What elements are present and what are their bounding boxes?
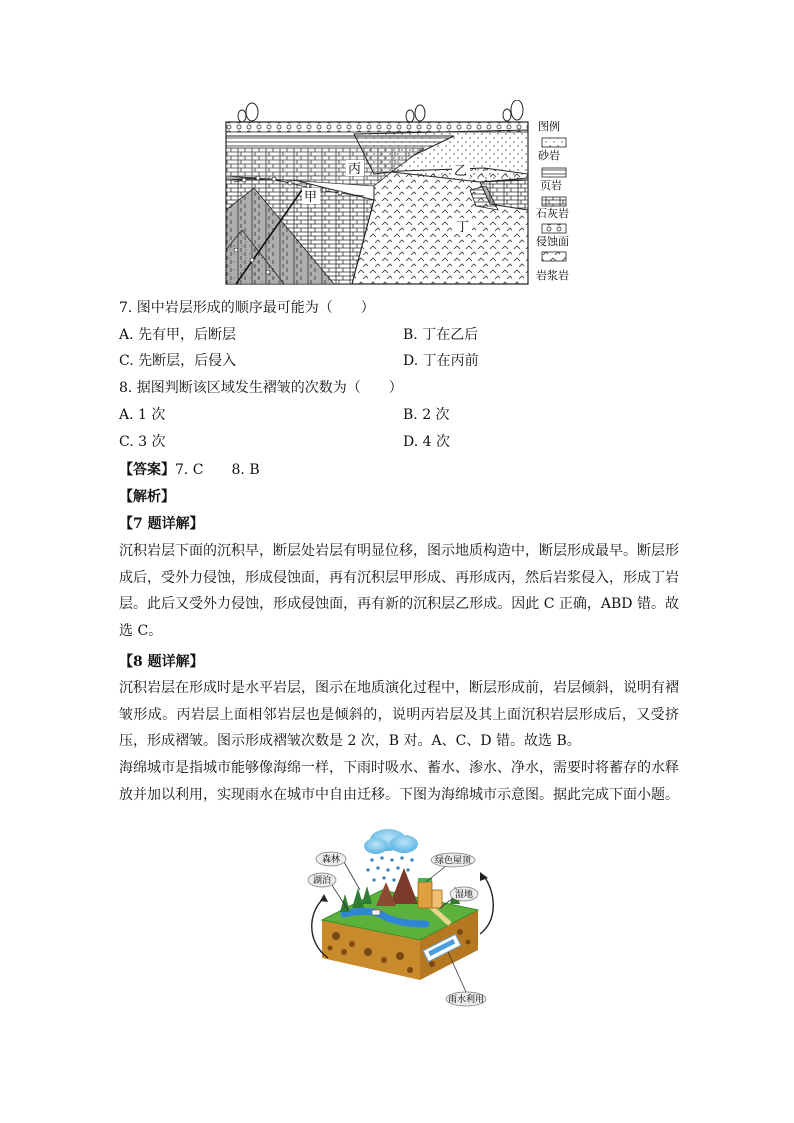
legend-label: 侵蚀面 <box>536 235 569 248</box>
shale-swatch <box>542 168 566 177</box>
label-yi: 乙 <box>454 164 468 179</box>
q7-option-c: C. 先断层，后侵入 <box>119 353 237 369</box>
label-jia: 甲 <box>304 190 318 205</box>
legend-label: 页岩 <box>540 179 562 192</box>
label-forest: 森林 <box>321 855 341 865</box>
limestone-swatch <box>542 197 566 206</box>
question-8-stem: 8. 据图判断该区域发生褶皱的次数为（ ） <box>119 380 403 396</box>
detail-7-text: 沉积岩层下面的沉积早，断层处岩层有明显位移，图示地质构造中，断层形成最早。断层形成后，受外力侵蚀，形成侵蚀面，再有沉积层甲形成、再形成丙，然后岩浆侵入，形成丁岩层。此后又受外力侵蚀，形成侵蚀面，再有新的沉积层乙形成。因此 C 正确，ABD 错。故选 C。 <box>119 543 679 639</box>
answer-line <box>119 460 260 480</box>
tree-icon <box>238 100 523 122</box>
legend-label: 岩浆岩 <box>536 269 569 282</box>
legend-title: 图例 <box>538 120 560 133</box>
label-ding: 丁 <box>456 220 470 235</box>
answer-label: 【答案】 <box>119 462 175 478</box>
question-7-stem: 7. 图中岩层形成的顺序最可能为（ ） <box>119 300 375 316</box>
q7-option-d: D. 丁在丙前 <box>403 353 479 369</box>
detail-8-heading: 【8 题详解】 <box>119 654 204 670</box>
q8-option-d: D. 4 次 <box>403 434 450 450</box>
label-bing: 丙 <box>348 162 362 177</box>
q7-option-a: A. 先有甲，后断层 <box>119 327 237 343</box>
q8-option-a: A. 1 次 <box>119 407 166 423</box>
q7-option-b: B. 丁在乙后 <box>403 327 479 343</box>
answer-text: 7. C 8. B <box>175 462 260 478</box>
analysis-label: 【解析】 <box>119 489 175 505</box>
sponge-city-figure <box>300 824 510 1010</box>
sponge-city-intro: 海绵城市是指城市能够像海绵一样，下雨时吸水、蓄水、渗水、净水，需要时将蓄存的水释放并加以利用，实现雨水在城市中自由迁移。下图为海绵城市示意图。据此完成下面小题。 <box>119 760 679 803</box>
label-green-roof: 绿色屋顶 <box>434 856 472 866</box>
label-lake: 湖泊 <box>312 876 332 886</box>
label-wetland: 湿地 <box>454 890 474 900</box>
q8-option-b: B. 2 次 <box>403 407 450 423</box>
cloud-icon <box>364 829 418 854</box>
label-rain-use: 雨水利用 <box>447 995 485 1005</box>
detail-7-heading: 【7 题详解】 <box>119 516 204 532</box>
igneous-rock-swatch <box>542 252 566 261</box>
q8-option-c: C. 3 次 <box>119 434 166 450</box>
legend-label: 石灰岩 <box>536 207 569 220</box>
legend <box>536 119 569 282</box>
legend-label: 砂岩 <box>538 149 560 162</box>
geology-cross-section-figure <box>224 100 580 286</box>
erosion-surface-swatch <box>542 224 566 233</box>
sandstone-swatch <box>542 138 566 147</box>
detail-8-text: 沉积岩层在形成时是水平岩层，图示在地质演化过程中，断层形成前，岩层倾斜，说明有褶皱形成。丙岩层上面相邻岩层也是倾斜的，说明丙岩层及其上面沉积岩层形成后，又受挤压，形成褶皱。图示形成褶皱次数是 2 次，B 对。A、C、D 错。故选 B。 <box>119 680 679 749</box>
